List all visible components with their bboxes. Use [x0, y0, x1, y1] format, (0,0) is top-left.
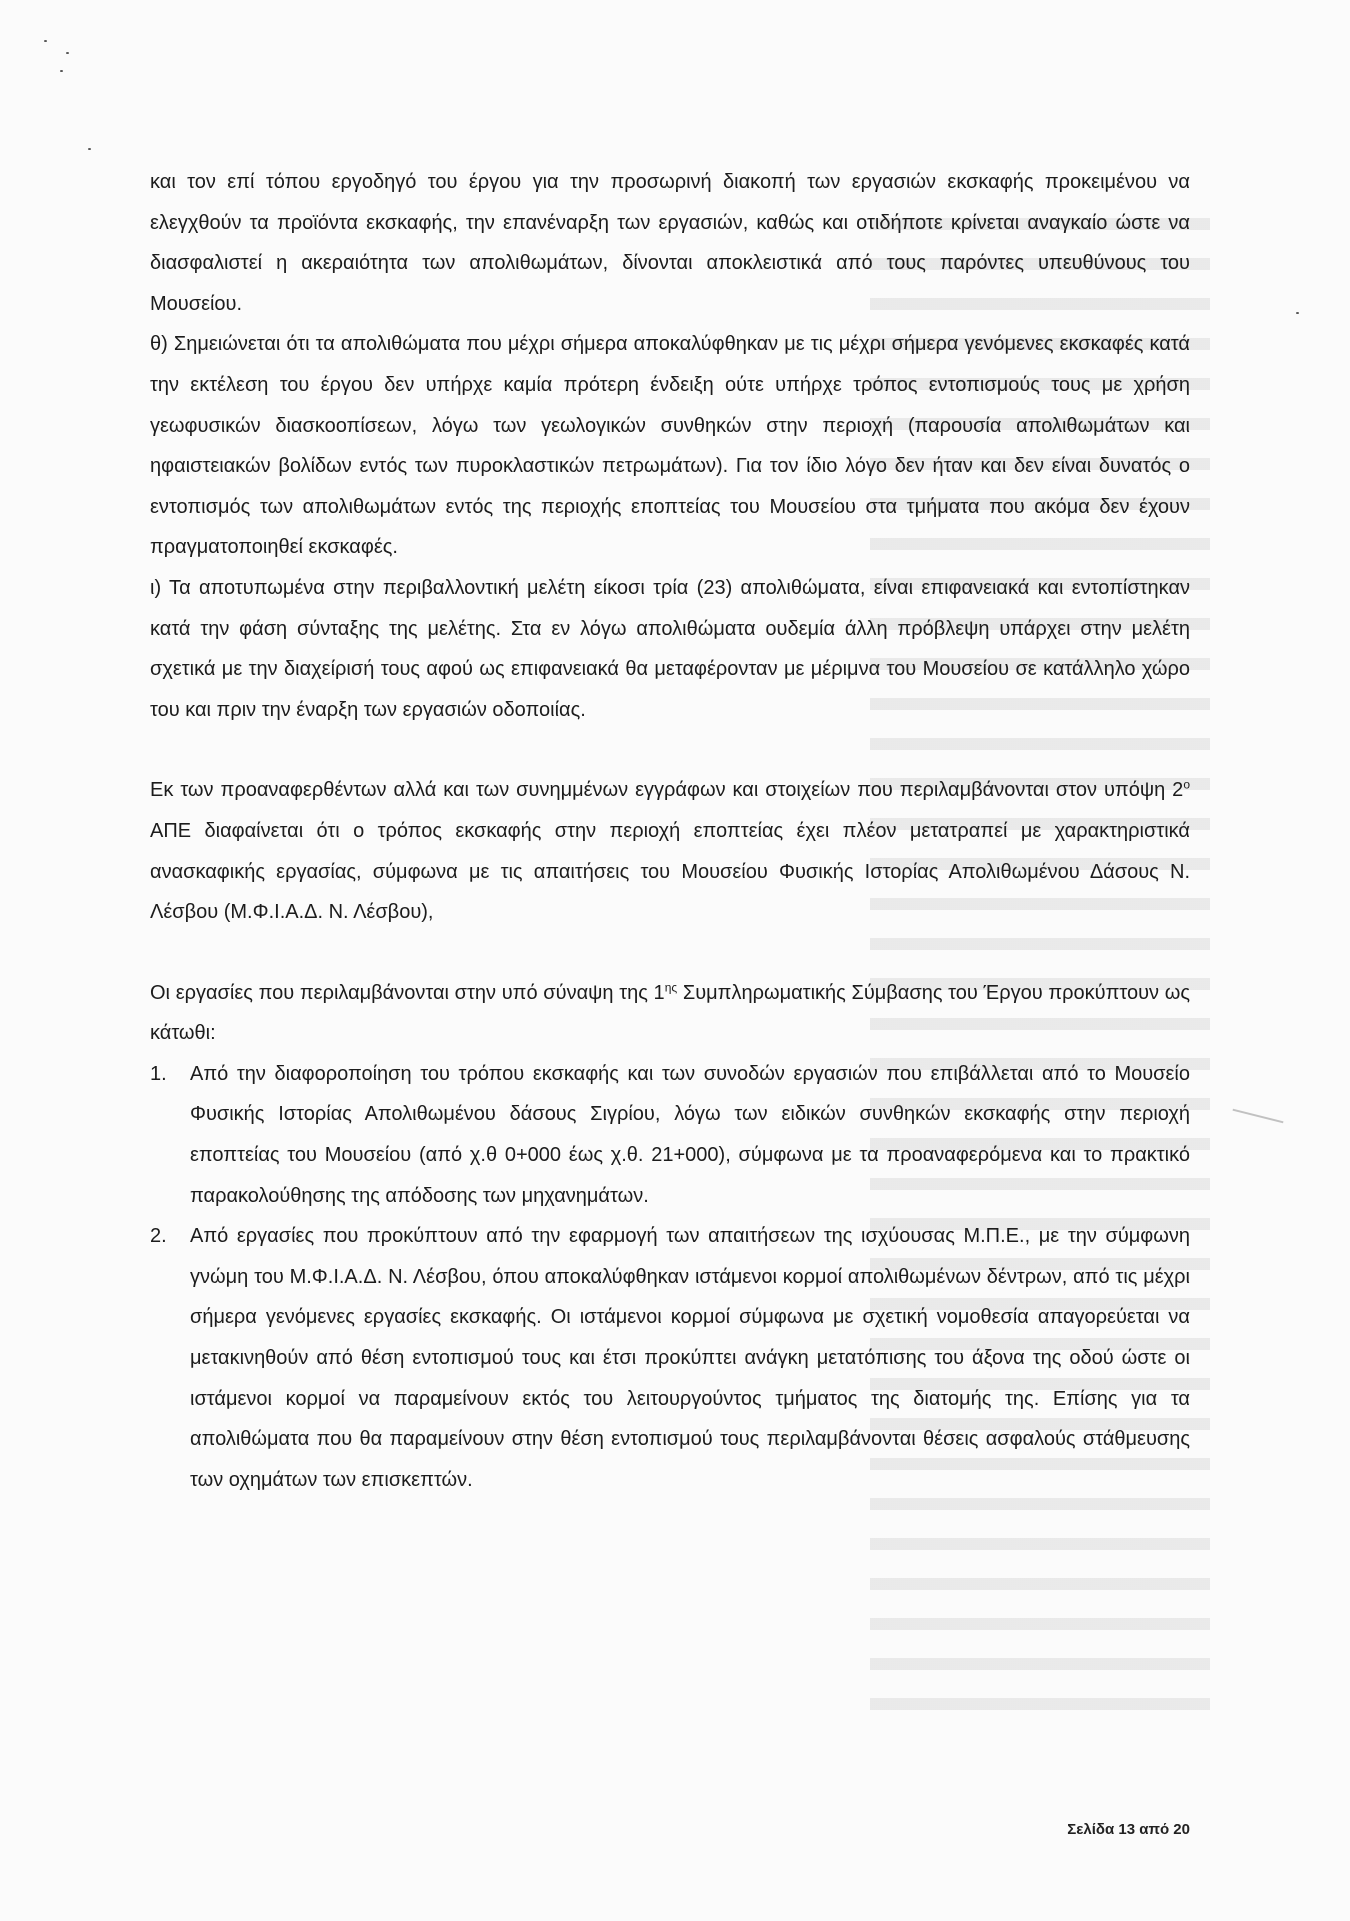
scan-speck — [60, 70, 63, 72]
superscript: ο — [1183, 777, 1190, 792]
scan-speck — [44, 40, 47, 42]
scan-speck — [88, 148, 91, 150]
paragraph-ape-text: Εκ των προαναφερθέντων αλλά και των συνημμένων εγγράφων και στοιχείων που περιλαμβάνονται στον υπόψη 2 — [150, 779, 1184, 802]
paragraph-iota: ι) Τα αποτυπωμένα στην περιβαλλοντική μελέτη είκοσι τρία (23) απολιθώματα, είναι επιφανειακά και εντοπίστηκαν κατά την φάση σύνταξης της μελέτης. Στα εν λόγω απολιθώματα ουδεμία άλλη πρόβλεψη υπάρχει στην μελέτη σχετικά με την διαχείρισή τους αφού ως επιφανειακά θα μεταφέρονταν με μέριμνα του Μουσείου σε κατάλληλο χώρο του και πριν την έναρξη των εργασιών οδοποιίας. — [150, 576, 1190, 721]
list-item-text: Από εργασίες που προκύπτουν από την εφαρμογή των απαιτήσεων της ισχύουσας Μ.Π.Ε., με την σύμφωνη γνώμη του Μ.Φ.Ι.Α.Δ. Ν. Λέσβου, όπου αποκαλύφθηκαν ιστάμενοι κορμοί απολιθωμένων δέντρων, από τις μέχρι σήμερα γενόμενες εργασίες εκσκαφής. Οι ιστάμενοι κορμοί σύμφωνα με σχετική νομοθεσία απαγορεύεται να μετακινηθούν από θέση εντοπισμού τους και έτσι προκύπτει ανάγκη μετατόπισης του άξονα της οδού ώστε οι ιστάμενοι κορμοί να παραμείνουν εκτός του λειτουργούντος τμήματος της διατομής της. Επίσης για τα απολιθώματα που θα παραμείνουν στην θέση εντοπισμού τους περιλαμβάνονται θέσεις ασφαλούς στάθμευσης των οχημάτων των επισκεπτών. — [190, 1225, 1190, 1491]
paragraph-theta: θ) Σημειώνεται ότι τα απολιθώματα που μέχρι σήμερα αποκαλύφθηκαν με τις μέχρι σήμερα γενόμενες εκσκαφές κατά την εκτέλεση του έργου δεν υπήρχε καμία πρότερη ένδειξη ούτε υπήρχε τρόπος εντοπισμούς τους με χρήση γεωφυσικών διασκοοπίσεων, λόγω των γεωλογικών συνθηκών στην περιοχή (παρουσία απολιθωμάτων και ηφαιστειακών βολίδων εντός των πυροκλαστικών πετρωμάτων). Για τον ίδιο λόγο δεν ήταν και δεν είναι δυνατός ο εντοπισμός των απολιθωμάτων εντός της περιοχής εποπτείας του Μουσείου στα τμήματα που ακόμα δεν έχουν πραγματοποιηθεί εκσκαφές. — [150, 333, 1190, 559]
paragraph-works-text-rest: Συμπληρωματικής Σύμβασης του Έργου προκύπτουν ως κάτωθι: — [150, 981, 1191, 1045]
document-body — [150, 162, 1190, 1500]
works-list — [150, 1054, 1190, 1501]
spacer — [150, 933, 1190, 973]
paragraph-continuation: και τον επί τόπου εργοδηγό του έργου για την προσωρινή διακοπή των εργασιών εκσκαφής προκειμένου να ελεγχθούν τα προϊόντα εκσκαφής, την επανέναρξη των εργασιών, καθώς και οτιδήποτε κρίνεται αναγκαίο ώστε να διασφαλιστεί η ακεραιότητα των απολιθωμάτων, δίνονται αποκλειστικά από τους παρόντες υπευθύνους του Μουσείου. — [150, 171, 1190, 315]
superscript: ης — [664, 980, 678, 995]
scan-mark — [1233, 1109, 1284, 1124]
list-item — [150, 1216, 1190, 1500]
paragraph-works-text: Οι εργασίες που περιλαμβάνονται στην υπό σύναψη της 1 — [150, 981, 665, 1004]
paragraph-ape-text-rest: ΑΠΕ διαφαίνεται ότι ο τρόπος εκσκαφής στην περιοχή εποπτείας έχει πλέον μετατραπεί με χαρακτηριστικά ανασκαφικής εργασίας, σύμφωνα με τις απαιτήσεις του Μουσείου Φυσικής Ιστορίας Απολιθωμένου Δάσους Ν. Λέσβου (Μ.Φ.Ι.Α.Δ. Ν. Λέσβου), — [150, 819, 1190, 924]
list-number: 1. — [150, 1062, 167, 1085]
spacer — [150, 730, 1190, 770]
scan-speck — [66, 52, 69, 54]
list-number: 2. — [150, 1225, 167, 1248]
paragraph-works — [150, 973, 1190, 1054]
list-item-text: Από την διαφοροποίηση του τρόπου εκσκαφής και των συνοδών εργασιών που επιβάλλεται από το Μουσείο Φυσικής Ιστορίας Απολιθωμένου δάσους Σιγρίου, λόγω των ειδικών συνθηκών εκσκαφής στην περιοχή εποπτείας του Μουσείου (από χ.θ 0+000 έως χ.θ. 21+000), σύμφωνα με τα προαναφερόμενα και το πρακτικό παρακολούθησης της απόδοσης των μηχανημάτων. — [190, 1062, 1190, 1207]
scan-speck — [1296, 312, 1299, 314]
list-item — [150, 1054, 1190, 1216]
page-number-footer: Σελίδα 13 από 20 — [1067, 1821, 1190, 1838]
paragraph-ape — [150, 770, 1190, 932]
